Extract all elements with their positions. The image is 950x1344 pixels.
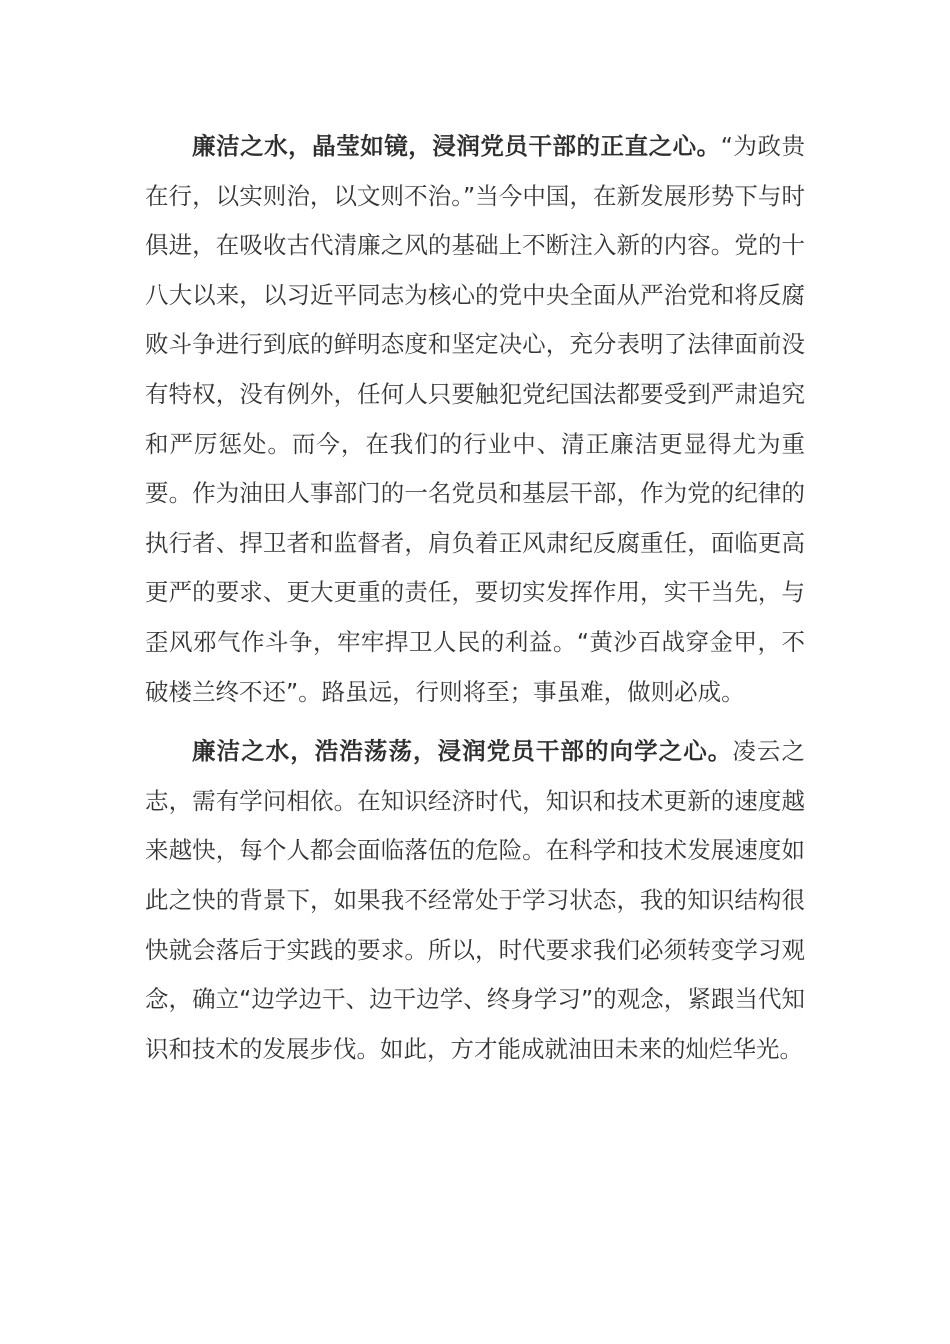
paragraph-lead: 廉洁之水，晶莹如镜，浸润党员干部的正直之心。 [192,132,721,160]
paragraph-text: 凌云之志，需有学问相依。在知识经济时代，知识和技术更新的速度越来越快，每个人都会面临落伍的危险。在科学和技术发展速度如此之快的背景下，如果我不经常处于学习状态，我的知识结构很快就会落后于实践的要求。所以，时代要求我们必须转变学习观念，确立“边学边干、边干边学、终身学习”的观念，紧跟当代知识和技术的发展步伐。如此，方才能成就油田未来的灿烂华光。 [145,737,805,1063]
document-body [145,122,805,1074]
paragraph-text: “为政贵在行，以实则治，以文则不治。”当今中国，在新发展形势下与时俱进，在吸收古代清廉之风的基础上不断注入新的内容。党的十八大以来，以习近平同志为核心的党中央全面从严治党和将反腐败斗争进行到底的鲜明态度和坚定决心，充分表明了法律面前没有特权，没有例外，任何人只要触犯党纪国法都要受到严肃追究和严厉惩处。而今，在我们的行业中、清正廉洁更显得尤为重要。作为油田人事部门的一名党员和基层干部，作为党的纪律的执行者、捍卫者和监督者，肩负着正风肃纪反腐重任，面临更高更严的要求、更大更重的责任，要切实发挥作用，实干当先，与歪风邪气作斗争，牢牢捍卫人民的利益。“黄沙百战穿金甲，不破楼兰终不还”。路虽远，行则将至；事虽难，做则必成。 [145,132,805,706]
paragraph-lead: 廉洁之水，浩浩荡荡，浸润党员干部的向学之心。 [192,737,733,766]
paragraph-integrity [145,122,805,717]
paragraph-learning [145,727,805,1074]
